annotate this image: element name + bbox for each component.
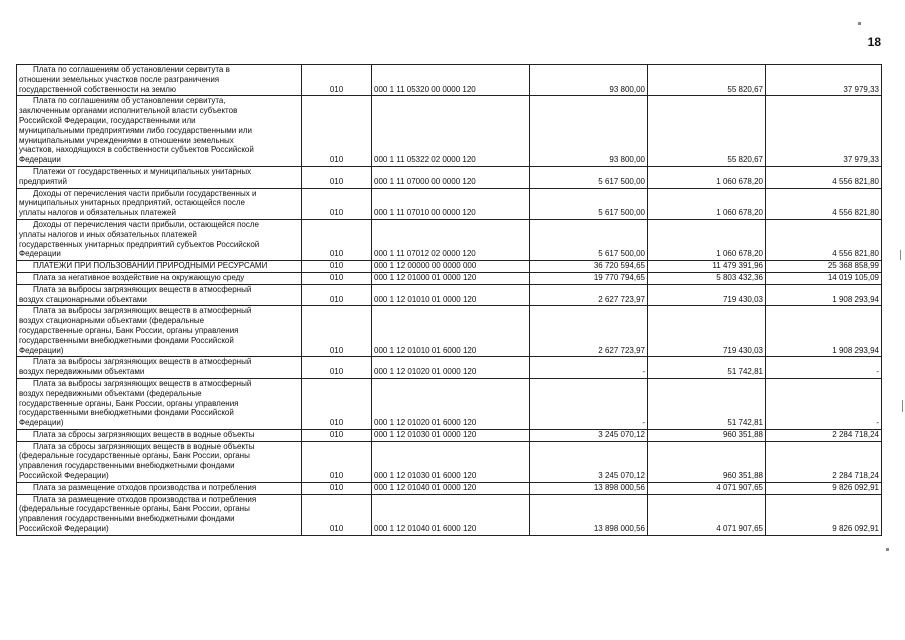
row-budget-code-cell: 000 1 11 05322 02 0000 120	[372, 96, 530, 167]
table-row	[17, 96, 882, 167]
row-unexecuted-cell: 14 019 105,09	[766, 272, 882, 284]
page-number: 18	[867, 35, 881, 49]
row-line-code-cell: 010	[302, 441, 372, 482]
row-budget-code-cell: 000 1 12 01020 01 0000 120	[372, 357, 530, 379]
row-unexecuted-cell: 1 908 293,94	[766, 306, 882, 357]
row-line-code-cell: 010	[302, 219, 372, 260]
row-budget-code-cell: 000 1 12 01040 01 6000 120	[372, 494, 530, 535]
row-approved-cell: 13 898 000,56	[530, 482, 648, 494]
scan-speck	[902, 400, 903, 412]
row-name-cell: Плата за сбросы загрязняющих веществ в водные объекты (федеральные государственные органы, Банк России, органы управления государственными внебюджетными фондами Российской Федерации)	[17, 441, 302, 482]
table-row	[17, 482, 882, 494]
row-budget-code-cell: 000 1 12 01010 01 0000 120	[372, 284, 530, 306]
table-row	[17, 188, 882, 219]
revenue-table	[16, 64, 882, 536]
table-row	[17, 441, 882, 482]
row-budget-code-cell: 000 1 12 01010 01 6000 120	[372, 306, 530, 357]
row-line-code-cell: 010	[302, 261, 372, 273]
row-approved-cell: 93 800,00	[530, 65, 648, 96]
row-executed-cell: 719 430,03	[648, 284, 766, 306]
row-executed-cell: 960 351,88	[648, 441, 766, 482]
row-name-cell: Плата за выбросы загрязняющих веществ в атмосферный воздух передвижными объектами (федеральные государственные органы, Банк России, органы управления государственными внебюджетными фондами Российской Федерации)	[17, 378, 302, 429]
row-executed-cell: 11 479 391,96	[648, 261, 766, 273]
scan-speck	[886, 548, 889, 551]
row-name-cell: Плата за размещение отходов производства и потребления	[17, 482, 302, 494]
row-budget-code-cell: 000 1 11 05320 00 0000 120	[372, 65, 530, 96]
row-unexecuted-cell: -	[766, 357, 882, 379]
row-budget-code-cell: 000 1 12 01040 01 0000 120	[372, 482, 530, 494]
row-name-cell: Плата за выбросы загрязняющих веществ в атмосферный воздух стационарными объектами (федеральные государственные органы, Банк России, органы управления государственными внебюджетными фондами Российской Федерации)	[17, 306, 302, 357]
row-executed-cell: 1 060 678,20	[648, 166, 766, 188]
row-line-code-cell: 010	[302, 482, 372, 494]
row-approved-cell: 2 627 723,97	[530, 306, 648, 357]
table-row	[17, 166, 882, 188]
row-name-cell: Плата по соглашениям об установлении сервитута, заключенным органами исполнительной власти субъектов Российской Федерации, государственными или муниципальными предприятиями либо государственными или муниципальными учреждениями в отношении земельных участков, находящихся в собственности субъектов Российской Федерации	[17, 96, 302, 167]
row-executed-cell: 4 071 907,65	[648, 494, 766, 535]
row-unexecuted-cell: 37 979,33	[766, 96, 882, 167]
row-line-code-cell: 010	[302, 429, 372, 441]
row-line-code-cell: 010	[302, 494, 372, 535]
row-line-code-cell: 010	[302, 284, 372, 306]
row-line-code-cell: 010	[302, 357, 372, 379]
table-row	[17, 357, 882, 379]
row-budget-code-cell: 000 1 12 01000 01 0000 120	[372, 272, 530, 284]
row-unexecuted-cell: 9 826 092,91	[766, 482, 882, 494]
row-executed-cell: 51 742,81	[648, 357, 766, 379]
row-executed-cell: 55 820,67	[648, 96, 766, 167]
row-name-cell: Доходы от перечисления части прибыли государственных и муниципальных унитарных предприятий, остающейся после уплаты налогов и обязательных платежей	[17, 188, 302, 219]
table-row	[17, 429, 882, 441]
row-name-cell: Плата за выбросы загрязняющих веществ в атмосферный воздух передвижными объектами	[17, 357, 302, 379]
row-name-cell: Доходы от перечисления части прибыли, остающейся после уплаты налогов и иных обязательных платежей государственных унитарных предприятий субъектов Российской Федерации	[17, 219, 302, 260]
row-approved-cell: 3 245 070,12	[530, 441, 648, 482]
row-unexecuted-cell: -	[766, 378, 882, 429]
row-line-code-cell: 010	[302, 378, 372, 429]
row-executed-cell: 4 071 907,65	[648, 482, 766, 494]
row-unexecuted-cell: 4 556 821,80	[766, 219, 882, 260]
row-unexecuted-cell: 9 826 092,91	[766, 494, 882, 535]
row-budget-code-cell: 000 1 11 07000 00 0000 120	[372, 166, 530, 188]
row-unexecuted-cell: 25 368 858,99	[766, 261, 882, 273]
row-executed-cell: 960 351,88	[648, 429, 766, 441]
row-executed-cell: 51 742,81	[648, 378, 766, 429]
row-approved-cell: 19 770 794,65	[530, 272, 648, 284]
row-budget-code-cell: 000 1 11 07010 00 0000 120	[372, 188, 530, 219]
row-approved-cell: 5 617 500,00	[530, 188, 648, 219]
row-line-code-cell: 010	[302, 188, 372, 219]
row-executed-cell: 1 060 678,20	[648, 188, 766, 219]
row-name-cell: Платежи от государственных и муниципальных унитарных предприятий	[17, 166, 302, 188]
row-line-code-cell: 010	[302, 65, 372, 96]
row-name-cell: Плата за сбросы загрязняющих веществ в водные объекты	[17, 429, 302, 441]
row-name-cell: Плата за негативное воздействие на окружающую среду	[17, 272, 302, 284]
row-line-code-cell: 010	[302, 272, 372, 284]
row-budget-code-cell: 000 1 12 00000 00 0000 000	[372, 261, 530, 273]
row-approved-cell: 2 627 723,97	[530, 284, 648, 306]
row-executed-cell: 719 430,03	[648, 306, 766, 357]
row-budget-code-cell: 000 1 12 01030 01 6000 120	[372, 441, 530, 482]
row-line-code-cell: 010	[302, 96, 372, 167]
row-budget-code-cell: 000 1 12 01030 01 0000 120	[372, 429, 530, 441]
row-approved-cell: 36 720 594,65	[530, 261, 648, 273]
row-unexecuted-cell: 4 556 821,80	[766, 166, 882, 188]
row-executed-cell: 1 060 678,20	[648, 219, 766, 260]
row-approved-cell: 93 800,00	[530, 96, 648, 167]
row-unexecuted-cell: 1 908 293,94	[766, 284, 882, 306]
row-unexecuted-cell: 2 284 718,24	[766, 441, 882, 482]
row-approved-cell: 3 245 070,12	[530, 429, 648, 441]
row-executed-cell: 55 820,67	[648, 65, 766, 96]
row-approved-cell: -	[530, 378, 648, 429]
table-body	[17, 65, 882, 536]
row-line-code-cell: 010	[302, 166, 372, 188]
table-row	[17, 272, 882, 284]
table-row	[17, 306, 882, 357]
table-row	[17, 65, 882, 96]
row-approved-cell: 5 617 500,00	[530, 219, 648, 260]
row-approved-cell: -	[530, 357, 648, 379]
row-approved-cell: 13 898 000,56	[530, 494, 648, 535]
row-budget-code-cell: 000 1 12 01020 01 6000 120	[372, 378, 530, 429]
row-name-cell: Плата по соглашениям об установлении сервитута в отношении земельных участков после разграничения государственной собственности на землю	[17, 65, 302, 96]
scan-speck	[858, 22, 861, 25]
table-row	[17, 284, 882, 306]
row-unexecuted-cell: 4 556 821,80	[766, 188, 882, 219]
row-name-cell: Плата за размещение отходов производства и потребления (федеральные государственные органы, Банк России, органы управления государственными внебюджетными фондами Российской Федерации)	[17, 494, 302, 535]
table-row	[17, 378, 882, 429]
table-row	[17, 261, 882, 273]
scan-speck	[900, 250, 901, 260]
table-row	[17, 494, 882, 535]
row-unexecuted-cell: 37 979,33	[766, 65, 882, 96]
row-budget-code-cell: 000 1 11 07012 02 0000 120	[372, 219, 530, 260]
row-name-cell: Плата за выбросы загрязняющих веществ в атмосферный воздух стационарными объектами	[17, 284, 302, 306]
row-executed-cell: 5 803 432,36	[648, 272, 766, 284]
row-line-code-cell: 010	[302, 306, 372, 357]
row-name-cell: ПЛАТЕЖИ ПРИ ПОЛЬЗОВАНИИ ПРИРОДНЫМИ РЕСУРСАМИ	[17, 261, 302, 273]
row-unexecuted-cell: 2 284 718,24	[766, 429, 882, 441]
row-approved-cell: 5 617 500,00	[530, 166, 648, 188]
table-row	[17, 219, 882, 260]
